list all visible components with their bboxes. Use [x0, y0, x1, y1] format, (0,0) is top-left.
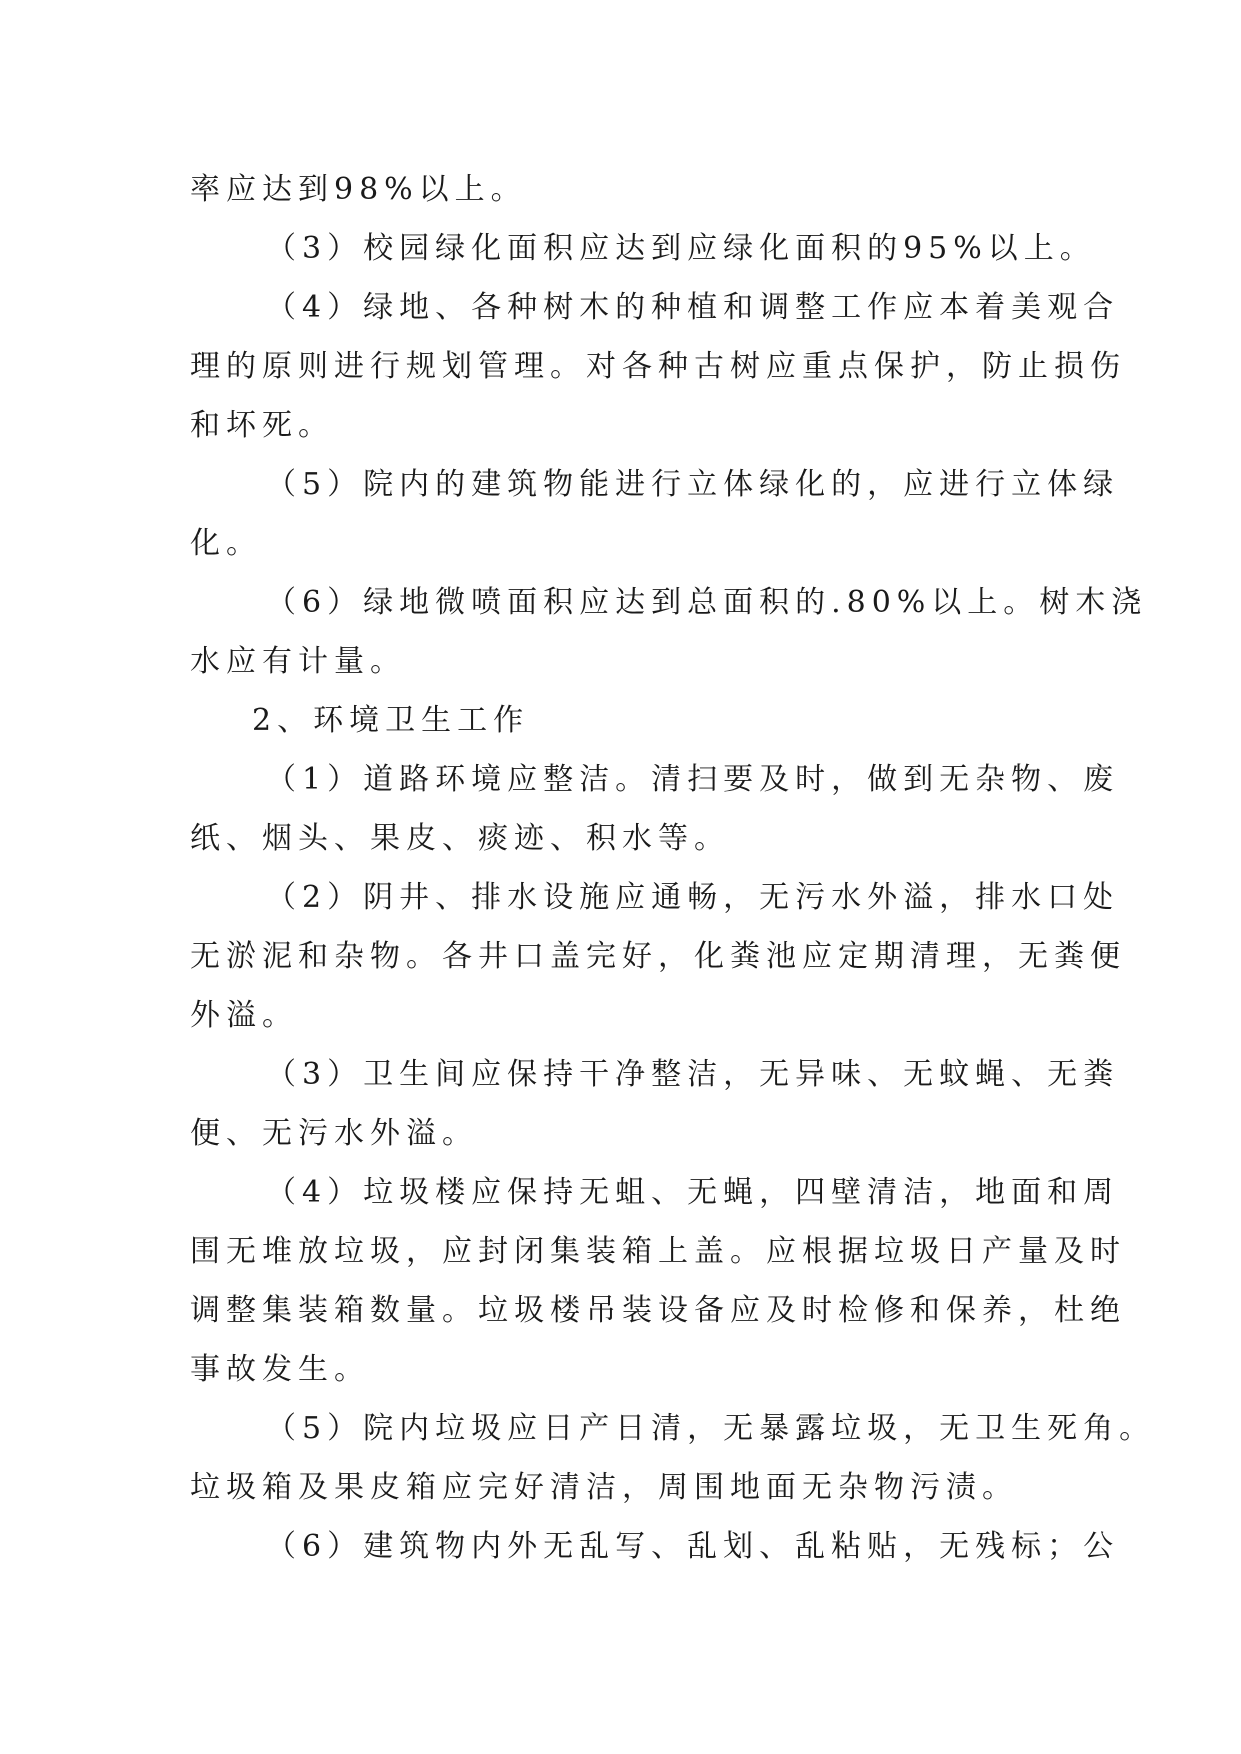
text-line: 垃圾箱及果皮箱应完好清洁，周围地面无杂物污渍。	[190, 1470, 1018, 1505]
text-line: （1）道路环境应整洁。清扫要及时，做到无杂物、废	[266, 762, 1120, 797]
text-line: （5）院内的建筑物能进行立体绿化的，应进行立体绿	[266, 467, 1120, 502]
text-line: 调整集装箱数量。垃圾楼吊装设备应及时检修和保养，杜绝	[190, 1293, 1126, 1328]
text-line: 化。	[190, 526, 262, 561]
text-line: 率应达到98%以上。	[190, 172, 527, 207]
text-line: 理的原则进行规划管理。对各种古树应重点保护，防止损伤	[190, 349, 1126, 384]
document-body	[190, 160, 1156, 1576]
text-line: （5）院内垃圾应日产日清，无暴露垃圾，无卫生死角。	[266, 1411, 1156, 1446]
text-line: （6）绿地微喷面积应达到总面积的.80%以上。树木浇	[266, 585, 1148, 620]
text-line: 水应有计量。	[190, 644, 406, 679]
text-line: 无淤泥和杂物。各井口盖完好，化粪池应定期清理，无粪便	[190, 939, 1126, 974]
text-line: （6）建筑物内外无乱写、乱划、乱粘贴，无残标；公	[266, 1529, 1120, 1564]
text-line: 事故发生。	[190, 1352, 370, 1387]
text-line: 便、无污水外溢。	[190, 1116, 478, 1151]
section-heading: 2、环境卫生工作	[252, 703, 530, 738]
text-line: （3）校园绿化面积应达到应绿化面积的95%以上。	[266, 231, 1096, 266]
text-line: （2）阴井、排水设施应通畅，无污水外溢，排水口处	[266, 880, 1120, 915]
text-line: 和坏死。	[190, 408, 334, 443]
text-line: 外溢。	[190, 998, 298, 1033]
text-line: 围无堆放垃圾，应封闭集装箱上盖。应根据垃圾日产量及时	[190, 1234, 1126, 1269]
text-line: （3）卫生间应保持干净整洁，无异味、无蚊蝇、无粪	[266, 1057, 1120, 1092]
text-line: 纸、烟头、果皮、痰迹、积水等。	[190, 821, 730, 856]
text-line: （4）垃圾楼应保持无蛆、无蝇，四壁清洁，地面和周	[266, 1175, 1120, 1210]
text-line: （4）绿地、各种树木的种植和调整工作应本着美观合	[266, 290, 1120, 325]
